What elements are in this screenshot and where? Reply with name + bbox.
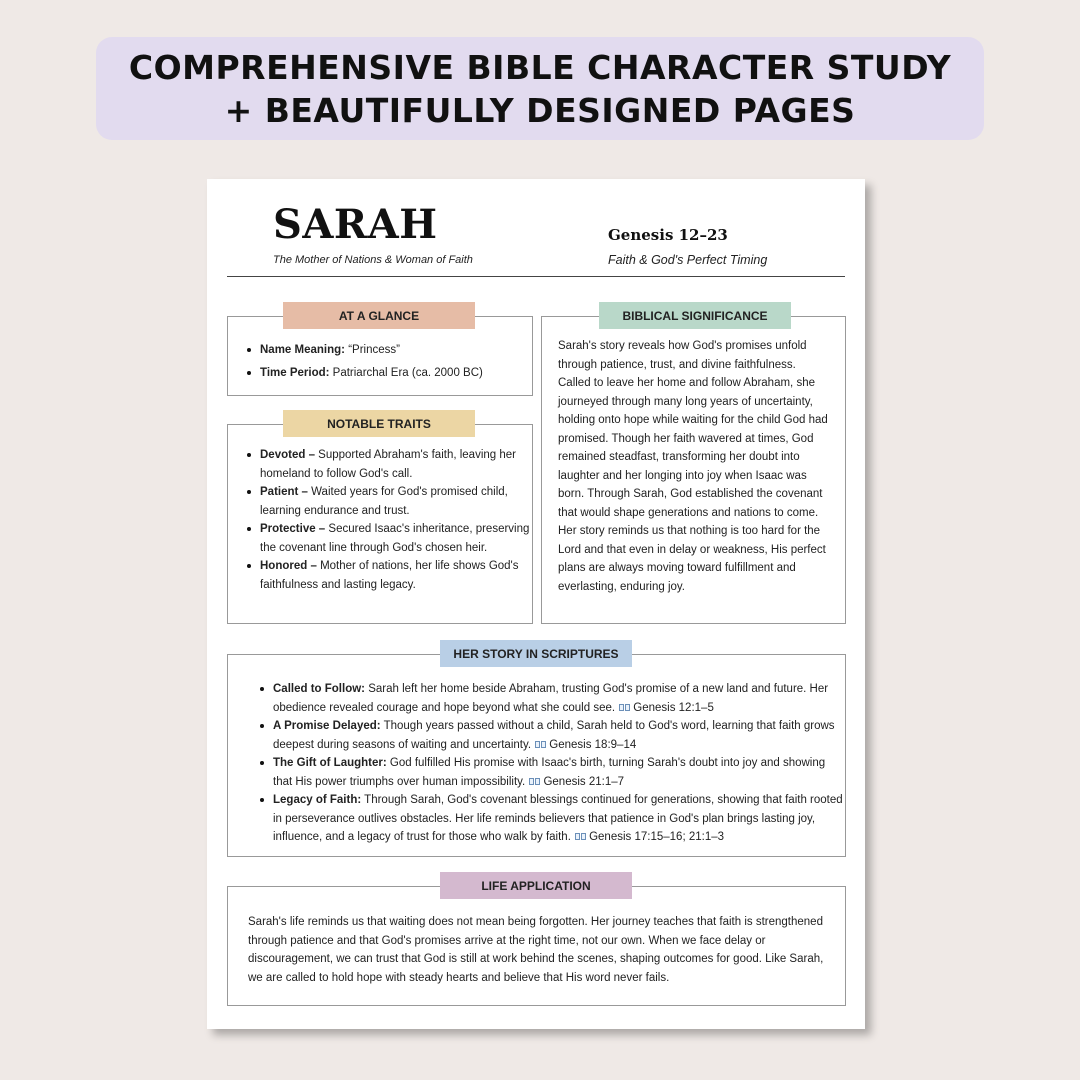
open-book-icon bbox=[535, 741, 546, 749]
scripture-reference: Genesis 12–23 bbox=[608, 226, 728, 244]
list-item: Patient – Waited years for God's promised child, learning endurance and trust. bbox=[260, 483, 532, 520]
open-book-icon bbox=[529, 778, 540, 786]
scripture-ref: Genesis 17:15–16; 21:1–3 bbox=[589, 831, 725, 843]
life-application-box bbox=[227, 886, 846, 1006]
list-item: Time Period: Patriarchal Era (ca. 2000 BC) bbox=[260, 364, 530, 383]
list-item: Name Meaning: “Princess” bbox=[260, 341, 530, 360]
notable-traits-list bbox=[247, 446, 532, 594]
study-page bbox=[207, 179, 865, 1029]
promo-banner bbox=[96, 37, 984, 140]
banner-line-1: COMPREHENSIVE BIBLE CHARACTER STUDY bbox=[128, 47, 952, 87]
biblical-significance-box bbox=[541, 316, 846, 624]
notable-traits-box bbox=[227, 424, 533, 624]
scripture-ref: Genesis 12:1–5 bbox=[633, 701, 714, 714]
list-item: A Promise Delayed: Though years passed without a child, Sarah held to God's word, learning that faith grows deepest during seasons of waiting and uncertainty. Genesis 18:9–14 bbox=[273, 717, 843, 754]
life-application-heading: LIFE APPLICATION bbox=[440, 872, 632, 899]
scripture-ref: Genesis 21:1–7 bbox=[543, 775, 625, 788]
header-divider bbox=[227, 276, 845, 277]
her-story-heading: HER STORY IN SCRIPTURES bbox=[440, 640, 632, 667]
character-name: SARAH bbox=[273, 201, 438, 248]
list-item: Called to Follow: Sarah left her home beside Abraham, trusting God's promise of a new land and future. Her obedience revealed courage and hope beyond what she could see. Genesis 12:1–5 bbox=[273, 680, 843, 717]
life-application-text: Sarah's life reminds us that waiting does not mean being forgotten. Her journey teaches that faith is strengthened through patience and that God's promises arrive at the right time, not our own. When we face delay or discouragement, we can trust that God is still at work behind the scenes, shaping outcomes for good. Like Sarah, we are called to hold hope with steady hearts and believe that His word never fails. bbox=[248, 916, 824, 984]
her-story-box bbox=[227, 654, 846, 857]
open-book-icon bbox=[619, 704, 630, 712]
character-theme: Faith & God's Perfect Timing bbox=[608, 253, 768, 267]
notable-traits-heading: NOTABLE TRAITS bbox=[283, 410, 475, 437]
list-item: Legacy of Faith: Through Sarah, God's covenant blessings continued for generations, showing that faith rooted in perseverance outlives obstacles. Her life reminds believers that patience in God's plan brings lasting joy, influence, and a legacy of trust for those who walk by faith. Genesis 17:15–16; 21:1–3 bbox=[273, 791, 843, 847]
list-item: The Gift of Laughter: God fulfilled His promise with Isaac's birth, turning Sarah's doubt into joy and showing that His power triumphs over human impossibility. Genesis 21:1–7 bbox=[273, 754, 843, 791]
at-a-glance-heading: AT A GLANCE bbox=[283, 302, 475, 329]
banner-line-2: + BEAUTIFULLY DESIGNED PAGES bbox=[224, 90, 856, 130]
character-subtitle: The Mother of Nations & Woman of Faith bbox=[273, 254, 473, 266]
at-a-glance-list bbox=[247, 341, 530, 382]
biblical-significance-text: Sarah's story reveals how God's promises unfold through patience, trust, and divine faithfulness. Called to leave her home and follow Abraham, she journeyed through many long years of uncertainty, holding onto hope while waiting for the child God had promised. Though her faith wavered at times, God remained steadfast, transforming her doubt into laughter and her longing into joy when Isaac was born. Through Sarah, God established the covenant that would shape generations and nations to come. Her story reminds us that nothing is too hard for the Lord and that even in delay or weakness, His perfect plans are always moving toward fulfillment and everlasting, enduring joy. bbox=[558, 340, 828, 593]
open-book-icon bbox=[575, 833, 586, 841]
list-item: Devoted – Supported Abraham's faith, leaving her homeland to follow God's call. bbox=[260, 446, 532, 483]
scripture-ref: Genesis 18:9–14 bbox=[549, 738, 637, 751]
list-item: Honored – Mother of nations, her life shows God's faithfulness and lasting legacy. bbox=[260, 557, 532, 594]
her-story-list bbox=[260, 680, 843, 847]
biblical-significance-heading: BIBLICAL SIGNIFICANCE bbox=[599, 302, 791, 329]
list-item: Protective – Secured Isaac's inheritance, preserving the covenant line through God's chosen heir. bbox=[260, 520, 532, 557]
